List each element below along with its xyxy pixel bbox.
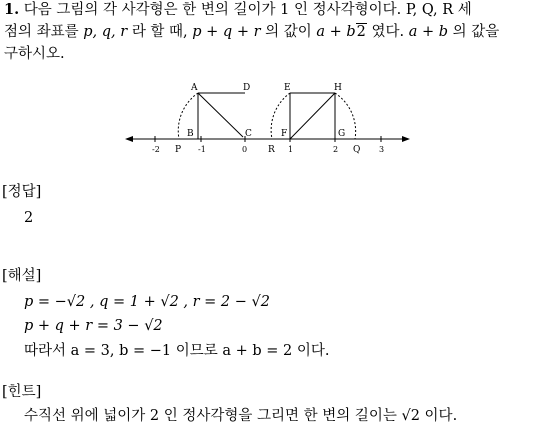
axis-label-2: 2 — [333, 145, 339, 154]
problem-text-1: 다음 그림의 각 사각형은 한 변의 길이가 1 인 정사각형이다. P, Q, R 세 — [23, 2, 472, 18]
solution-header: [해설] — [2, 268, 42, 284]
axis-label-0: 0 — [242, 145, 248, 154]
sqrt-two: 2 — [356, 24, 366, 40]
axis-label-neg1: -1 — [198, 145, 206, 154]
problem-number: 1. — [4, 1, 20, 18]
label-b: B — [187, 129, 194, 139]
axis-label-1: 1 — [288, 145, 294, 154]
hint-line-1: 수직선 위에 넓이가 2 인 정사각형을 그리면 한 변의 길이는 √2 이다. — [24, 408, 458, 424]
label-h: H — [334, 83, 342, 93]
solution-line-1: p = −√2 , q = 1 + √2 , r = 2 − √2 — [24, 294, 270, 310]
hint-header: [힌트] — [2, 384, 42, 400]
problem-line-1 — [4, 0, 472, 20]
solution-line-2: p + q + r = 3 − √2 — [24, 318, 163, 334]
problem-line-3: 구하시오. — [4, 46, 65, 62]
label-f: F — [281, 129, 288, 139]
problem-sum: a + b — [408, 24, 449, 40]
axis-label-r: R — [268, 145, 275, 155]
label-g: G — [338, 129, 346, 139]
label-a: A — [191, 83, 198, 93]
problem-expression: p + q + r — [192, 24, 261, 40]
number-line-figure — [125, 76, 410, 160]
axis-label-3: 3 — [379, 145, 385, 154]
problem-text-2d: 였다. — [371, 24, 405, 40]
problem-vars: p, q, r — [83, 24, 128, 40]
problem-text-2c: 의 값이 — [265, 24, 312, 40]
problem-text-2f: 의 값을 — [452, 24, 500, 40]
problem-text-2a: 점의 좌표를 — [4, 24, 79, 40]
axis-label-q: Q — [353, 145, 361, 155]
label-e: E — [284, 83, 291, 93]
axis-label-p: P — [175, 145, 182, 155]
problem-value: a + b — [316, 24, 356, 40]
answer-value: 2 — [24, 210, 34, 226]
answer-header: [정답] — [2, 184, 42, 200]
label-d: D — [243, 83, 251, 93]
problem-line-2 — [4, 22, 499, 42]
problem-text-2b: 라 할 때, — [131, 24, 188, 40]
solution-line-3: 따라서 a = 3, b = −1 이므로 a + b = 2 이다. — [24, 343, 330, 359]
axis-label-neg2: -2 — [152, 145, 160, 154]
label-c: C — [245, 129, 252, 139]
